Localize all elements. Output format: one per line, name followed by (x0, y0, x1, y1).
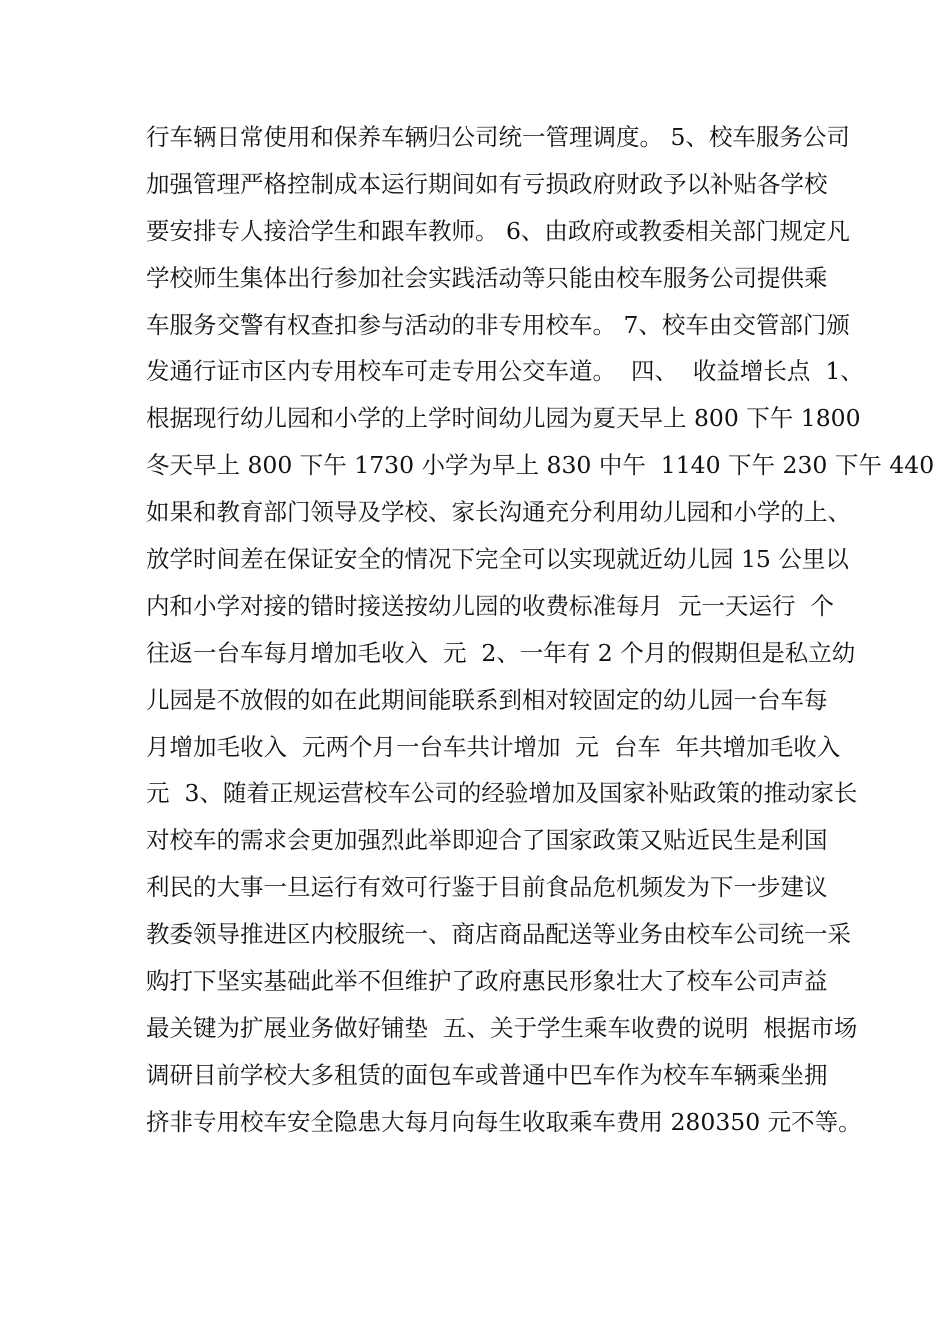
body-text (146, 114, 935, 1146)
text-line: 挤非专用校车安全隐患大每月向每生收取乘车费用 280350 元不等。 (146, 1107, 862, 1136)
text-line: 发通行证市区内专用校车可走专用公交车道。 四、 收益增长点 1、 (146, 357, 864, 386)
text-line: 购打下坚实基础此举不但维护了政府惠民形象壮大了校车公司声益 (146, 967, 828, 996)
text-line: 最关键为扩展业务做好铺垫 五、关于学生乘车收费的说明 根据市场 (146, 1013, 858, 1042)
text-line: 月增加毛收入 元两个月一台车共计增加 元 台车 年共增加毛收入 (146, 732, 841, 761)
text-line: 教委领导推进区内校服统一、商店商品配送等业务由校车公司统一采 (146, 920, 851, 949)
text-line: 调研目前学校大多租赁的面包车或普通中巴车作为校车车辆乘坐拥 (146, 1060, 828, 1089)
text-line: 行车辆日常使用和保养车辆归公司统一管理调度。 5、校车服务公司 (146, 123, 850, 151)
text-line: 车服务交警有权查扣参与活动的非专用校车。 7、校车由交管部门颁 (146, 310, 850, 339)
text-line: 加强管理严格控制成本运行期间如有亏损政府财政予以补贴各学校 (146, 169, 828, 198)
text-line: 内和小学对接的错时接送按幼儿园的收费标准每月 元一天运行 个 (146, 591, 834, 620)
text-line: 冬天早上 800 下午 1730 小学为早上 830 中午 1140 下午 230 下午 440 (146, 451, 935, 480)
text-line: 要安排专人接洽学生和跟车教师。 6、由政府或教委相关部门规定凡 (146, 216, 850, 245)
text-line: 利民的大事一旦运行有效可行鉴于目前食品危机频发为下一步建议 (146, 873, 828, 902)
text-line: 学校师生集体出行参加社会实践活动等只能由校车服务公司提供乘 (146, 263, 828, 292)
text-line: 对校车的需求会更加强烈此举即迎合了国家政策又贴近民生是利国 (146, 826, 828, 855)
text-line: 根据现行幼儿园和小学的上学时间幼儿园为夏天早上 800 下午 1800 (146, 404, 861, 433)
text-line: 往返一台车每月增加毛收入 元 2、一年有 2 个月的假期但是私立幼 (146, 638, 856, 667)
text-line: 元 3、随着正规运营校车公司的经验增加及国家补贴政策的推动家长 (146, 779, 858, 808)
text-line: 儿园是不放假的如在此期间能联系到相对较固定的幼儿园一台车每 (146, 685, 828, 714)
text-line: 放学时间差在保证安全的情况下完全可以实现就近幼儿园 15 公里以 (146, 545, 849, 574)
text-line: 如果和教育部门领导及学校、家长沟通充分利用幼儿园和小学的上、 (146, 498, 851, 527)
